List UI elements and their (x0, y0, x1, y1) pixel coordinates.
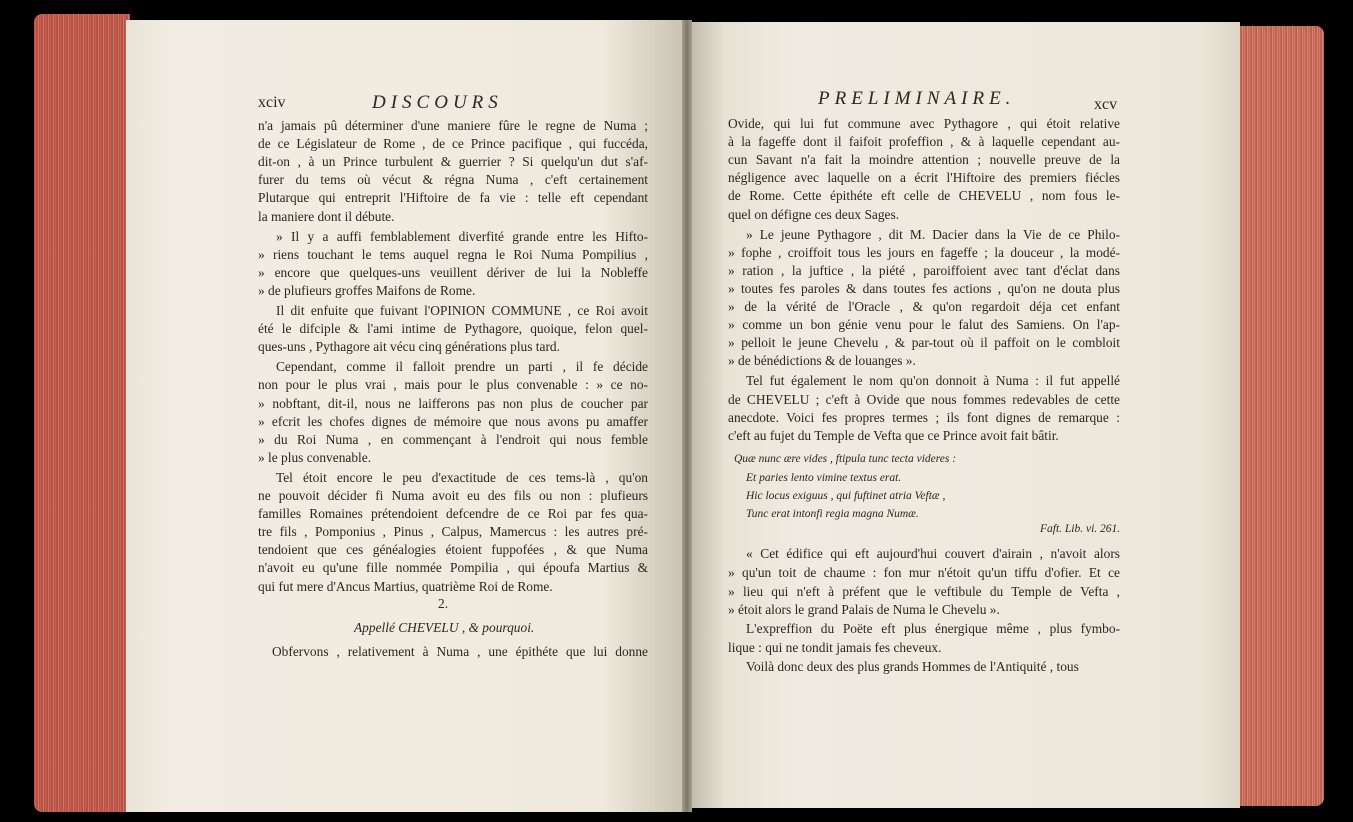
right-body-line: à la fageffe dont il faifoit profeffion , & à laquelle cependant au- (728, 134, 1120, 150)
left-body-line: Plutarque qui entreprit l'Hiftoire de fa vie : telle eft cependant (258, 190, 648, 206)
left-body-line: » Il y a auffi femblablement diverfité grande entre les Hifto- (276, 228, 648, 244)
right-body-line: » ration , la juftice , la piété , paroiffoient avec tant d'éclat dans (728, 262, 1120, 278)
right-body-line: cun Savant n'a fait la moindre attention ; nouvelle preuve de la (728, 152, 1120, 168)
right-body-line: anecdote. Voici fes propres termes ; ils font dignes de remarque : (728, 409, 1120, 425)
left-body-line: » efcrit les chofes dignes de mémoire que nous avons pu amaffer (258, 413, 648, 429)
left-body-line: non pour le plus vrai , mais pour le plus convenable : » ce no- (258, 377, 648, 393)
right-body-line: » lieu qui n'eft à préfent que le veftibule du Temple de Vefta , (728, 583, 1120, 599)
verse-citation: Faft. Lib. vi. 261. (1040, 523, 1121, 535)
section-number: 2. (438, 596, 449, 611)
left-body-line: » nobftant, dit-il, nous ne laifferons pas non plus de coucher par (258, 395, 648, 411)
left-page-edges (34, 14, 130, 812)
left-body-line: » de plufieurs groffes Maifons de Rome. (258, 282, 476, 298)
right-body-line: » fophe , croiffoit tous les jours en fageffe ; la douceur , la modé- (728, 244, 1120, 260)
section-title: Appellé CHEVELU , & pourquoi. (354, 620, 535, 635)
left-body-line: familles Romaines prétendoient defcendre de ce Roi par fes qua- (258, 506, 648, 522)
left-body-line: Tel étoit encore le peu d'exactitude de ces tems-là , qu'on (276, 469, 648, 485)
left-body-line: » encore que quelques-uns veuillent dériver de lui la Nobleffe (258, 264, 648, 280)
right-body-line: lique : qui ne tondit jamais fes cheveux. (728, 640, 942, 655)
book-gutter (682, 20, 692, 812)
left-running-head: DISCOURS (372, 92, 503, 113)
right-body-line: L'expreffion du Poëte eft plus énergique même , plus fymbo- (746, 621, 1120, 637)
left-body-line: tendoient que ces généalogies étoient fuppofées , & que Numa (258, 542, 648, 558)
left-body-line: furer du tems où vécut & régna Numa , c'eft certainement (258, 172, 648, 188)
left-body-line: qui fut mere d'Ancus Martius, quatrième Roi de Rome. (258, 578, 553, 594)
verse-line: Quæ nunc ære vides , ftipula tunc tecta videres : (734, 453, 957, 465)
right-body-line: Tel fut également le nom qu'on donnoit à Numa : il fut appellé (746, 373, 1120, 389)
right-body-line: » qu'un toit de chaume : fon mur n'étoit qu'un tiffu d'ofier. Et ce (728, 564, 1120, 580)
right-running-head: PRELIMINAIRE. (818, 88, 1016, 109)
right-body-line: » pelloit le jeune Chevelu , & par-tout où il paffoit on le combloit (728, 335, 1120, 351)
left-body-line: » riens touchant le tems auquel regna le Roi Numa Pompilius , (258, 246, 648, 262)
left-page-number: xciv (258, 94, 286, 111)
verse-line: Hic locus exiguus , qui fuftinet atria Veftæ , (746, 490, 946, 502)
right-body-line: « Cet édifice qui eft aujourd'hui couvert d'airain , n'avoit alors (746, 546, 1120, 561)
left-body-line: ques-uns , Pythagore ait vécu cinq générations plus tard. (258, 339, 560, 355)
left-body-line: » le plus convenable. (258, 449, 372, 465)
left-body-line: n'a jamais pû déterminer d'une maniere fûre le regne de Numa ; (258, 118, 648, 133)
open-book (34, 8, 1324, 816)
left-body-line: Cependant, comme il falloit prendre un parti , il fe décide (276, 359, 648, 375)
left-body-line: dit-on , à un Prince turbulent & guerrier ? Si quelqu'un dut s'af- (258, 154, 648, 170)
right-page-edges (1238, 26, 1324, 806)
right-body-line: » de la vérité de l'Oracle , & qu'on regardoit déja cet enfant (728, 299, 1120, 314)
right-body-line: quel on défigne ces deux Sages. (728, 206, 900, 222)
right-body-line: Voilà donc deux des plus grands Hommes de l'Antiquité , tous (746, 658, 1079, 674)
left-body-line: n'avoit eu qu'une fille nommée Pompilia , qui époufa Martius & (258, 560, 648, 576)
right-body-line: » de bénédictions & de louanges ». (728, 353, 916, 369)
left-body-line: la maniere dont il débute. (258, 208, 395, 224)
right-body-line: négligence avec laquelle on a écrit l'Hiftoire des premiers fiécles (728, 170, 1120, 186)
left-body-line: tre fils , Pomponius , Pinus , Calpus, Mamercus : les autres pré- (258, 524, 648, 540)
left-body-line: ne pouvoit décider fi Numa avoit eu des fils ou non : plufieurs (258, 488, 648, 503)
right-body-line: » toutes fes paroles & dans toutes fes actions , qu'on ne douta plus (728, 280, 1120, 296)
right-body-line: » Le jeune Pythagore , dit M. Dacier dans la Vie de ce Philo- (746, 226, 1120, 242)
right-body-line: Ovide, qui lui fut commune avec Pythagore , qui étoit relative (728, 116, 1120, 131)
left-body-line: Il dit enfuite que fuivant l'OPINION COMMUNE , ce Roi avoit (276, 303, 648, 318)
right-body-line: c'eft au fujet du Temple de Vefta que ce Prince avoit fait bâtir. (728, 427, 1059, 443)
right-body-line: » étoit alors le grand Palais de Numa le Chevelu ». (728, 602, 1000, 618)
left-body-line: de ce Législateur de Rome , de ce Prince pacifique , qui fuccéda, (258, 136, 648, 152)
left-body-line: Obfervons , relativement à Numa , une épithéte que lui donne (272, 644, 648, 659)
left-body-line: » du Roi Numa , en commençant à l'endroit qui nous femble (258, 431, 648, 447)
left-body-line: été le difciple & l'ami intime de Pythagore, quoique, felon quel- (258, 321, 648, 337)
right-body-line: de CHEVELU ; c'eft à Ovide que nous fommes redevables de cette (728, 391, 1120, 407)
right-page-number: xcv (1094, 96, 1118, 113)
verse-line: Tunc erat intonfi regia magna Numæ. (746, 508, 919, 520)
right-body-line: » comme un bon génie venu pour le falut des Samiens. On l'ap- (728, 317, 1120, 333)
verse-line: Et paries lento vimine textus erat. (746, 472, 902, 484)
right-body-line: de Rome. Cette épithéte eft celle de CHEVELU , nom fous le- (728, 188, 1120, 204)
